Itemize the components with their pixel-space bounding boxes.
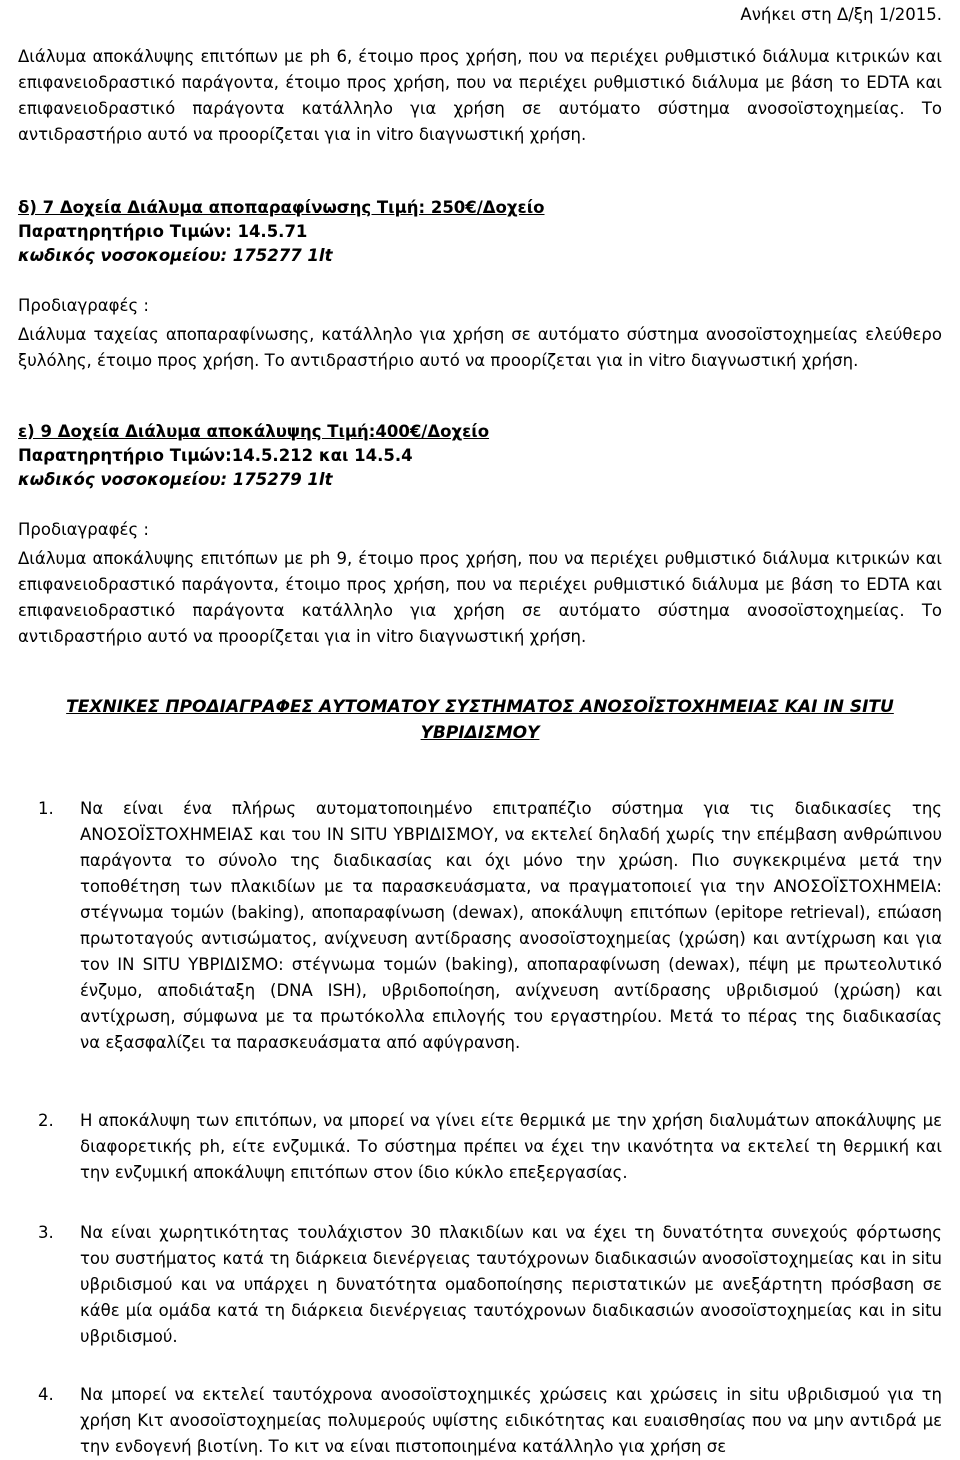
list-item-text: Να μπορεί να εκτελεί ταυτόχρονα ανοσοϊστοχημικές χρώσεις και χρώσεις in situ υβριδισμού για τη χρήση Κιτ ανοσοϊστοχημείας πολυμερούς υψίστης ειδικότητας και ευαισθησίας που να μην αντιδρά με την ενδογενή βιοτίνη. Το κιτ να είναι πιστοποιημένα κατάλληλο για χρήση σε bbox=[80, 1385, 942, 1456]
item-e-spec-text: Διάλυμα αποκάλυψης επιτόπων με ph 9, έτοιμο προς χρήση, που να περιέχει ρυθμιστικό διάλυμα κιτρικών και επιφανειοδραστικό παράγοντα, έτοιμο προς χρήση, που να περιέχει ρυθμιστικό διάλυμα με βάση το EDTA και επιφανειοδραστικό παράγοντα κατάλληλο για χρήση σε αυτόματο σύστημα ανοσοϊστοχημείας. Το αντιδραστήριο αυτό να προορίζεται για in vitro διαγνωστική χρήση. bbox=[18, 549, 942, 646]
item-d-spec-text: Διάλυμα ταχείας αποπαραφίνωσης, κατάλληλο για χρήση σε αυτόματο σύστημα ανοσοϊστοχημείας ελεύθερο ξυλόλης, έτοιμο προς χρήση. Το αντιδραστήριο αυτό να προορίζεται για in vitro διαγνωστική χρήση. bbox=[18, 325, 942, 370]
item-e-heading bbox=[18, 420, 942, 444]
list-item-text: Να είναι ένα πλήρως αυτοματοποιημένο επιτραπέζιο σύστημα για τις διαδικασίες της ΑΝΟΣΟΪΣΤΟΧΗΜΕΙΑΣ και του IN SITU ΥΒΡΙΔΙΣΜΟΥ, να εκτελεί δηλαδή χωρίς την επέμβαση ανθρώπινου παράγοντα το σύνολο της διαδικασίας και όχι μόνο την χρώση. Πιο συγκεκριμένα μετά την τοποθέτηση των πλακιδίων με τα παρασκευάσματα, να πραγματοποιεί για την ΑΝΟΣΟΪΣΤΟΧΗΜΕΙΑ: στέγνωμα τομών (baking), αποπαραφίνωση (dewax), αποκάλυψη επιτόπων (epitope retrieval), επώαση πρωτοταγούς αντισώματος, ανίχνευση αντίδρασης ανοσοϊστοχημείας (χρώση) και αντίχρωση και για τον IN SITU ΥΒΡΙΔΙΣΜΟ: στέγνωμα τομών (baking), αποπαραφίνωση (dewax), πέψη με πρωτεολυτικό ένζυμο, αποδιάταξη (DNA ISH), υβριδοποίηση, ανίχνευση αντίδρασης υβριδισμού (χρώση) και αντίχρωση, σύμφωνα με τα πρωτόκολλα επιλογής του εργαστηρίου. Μετά το πέρας της διαδικασίας να εξασφαλίζει τα παρασκευάσματα από αφύγρανση. bbox=[80, 799, 942, 1052]
item-e-heading-text: ε) 9 Δοχεία Διάλυμα αποκάλυψης Τιμή:400€/Δοχείο bbox=[18, 422, 490, 441]
intro-paragraph bbox=[18, 44, 942, 148]
list-item bbox=[18, 1382, 942, 1460]
intro-text: Διάλυμα αποκάλυψης επιτόπων με ph 6, έτοιμο προς χρήση, που να περιέχει ρυθμιστικό διάλυμα κιτρικών και επιφανειοδραστικό παράγοντα, έτοιμο προς χρήση, που να περιέχει ρυθμιστικό διάλυμα με βάση το EDTA και επιφανειοδραστικό παράγοντα κατάλληλο για χρήση σε αυτόματο σύστημα ανοσοϊστοχημείας. Το αντιδραστήριο αυτό να προορίζεται για in vitro διαγνωστική χρήση. bbox=[18, 47, 942, 144]
header-note: Ανήκει στη Δ/ξη 1/2015. bbox=[740, 5, 942, 24]
list-item-text: Να είναι χωρητικότητας τουλάχιστον 30 πλακιδίων και να έχει τη δυνατότητα συνεχούς φόρτωσης του συστήματος κατά τη διάρκεια διενέργειας ταυτόχρονων διαδικασιών ανοσοϊστοχημείας και in situ υβριδισμού και να υπάρχει η δυνατότητα ομαδοποίησης περιστατικών με ανεξάρτητη πρόσβαση σε κάθε μία ομάδα κατά τη διάρκεια διενέργειας ταυτόχρονων διαδικασιών ανοσοϊστοχημείας και in situ υβριδισμού. bbox=[80, 1223, 942, 1346]
item-e-observatory: Παρατηρητήριο Τιμών:14.5.212 και 14.5.4 bbox=[18, 446, 413, 465]
tech-specs-title-text: ΤΕΧΝΙΚΕΣ ΠΡΟΔΙΑΓΡΑΦΕΣ ΑΥΤΟΜΑΤΟΥ ΣΥΣΤΗΜΑΤΟΣ ΑΝΟΣΟΪΣΤΟΧΗΜΕΙΑΣ ΚΑΙ IN SITU ΥΒΡΙΔΙΣΜΟΥ bbox=[66, 697, 894, 743]
item-e bbox=[18, 420, 942, 650]
list-item-text: Η αποκάλυψη των επιτόπων, να μπορεί να γίνει είτε θερμικά με την χρήση διαλυμάτων αποκάλυψης με διαφορετικής ph, είτε ενζυμικά. Το σύστημα πρέπει να έχει την ικανότητα να εκτελεί τη θερμική και την ενζυμική αποκάλυψη επιτόπων στον ίδιο κύκλο επεξεργασίας. bbox=[80, 1111, 942, 1182]
list-item-number: 1. bbox=[38, 799, 54, 818]
item-d-hospital-code: κωδικός νοσοκομείου: 175277 1lt bbox=[18, 246, 333, 265]
list-item-number: 2. bbox=[38, 1111, 54, 1130]
item-d-heading bbox=[18, 196, 942, 220]
item-e-hospital-code: κωδικός νοσοκομείου: 175279 1lt bbox=[18, 470, 333, 489]
list-item-number: 3. bbox=[38, 1223, 54, 1242]
item-d-observatory: Παρατηρητήριο Τιμών: 14.5.71 bbox=[18, 222, 308, 241]
item-d-spec-label: Προδιαγραφές : bbox=[18, 296, 149, 315]
tech-specs-title bbox=[18, 694, 942, 746]
item-d-heading-text: δ) 7 Δοχεία Διάλυμα αποπαραφίνωσης Τιμή: 250€/Δοχείο bbox=[18, 198, 545, 217]
item-e-spec-label: Προδιαγραφές : bbox=[18, 520, 149, 539]
list-item-number: 4. bbox=[38, 1385, 54, 1404]
list-item bbox=[18, 796, 942, 1056]
list-item bbox=[18, 1220, 942, 1350]
list-item bbox=[18, 1108, 942, 1186]
item-d bbox=[18, 196, 942, 374]
